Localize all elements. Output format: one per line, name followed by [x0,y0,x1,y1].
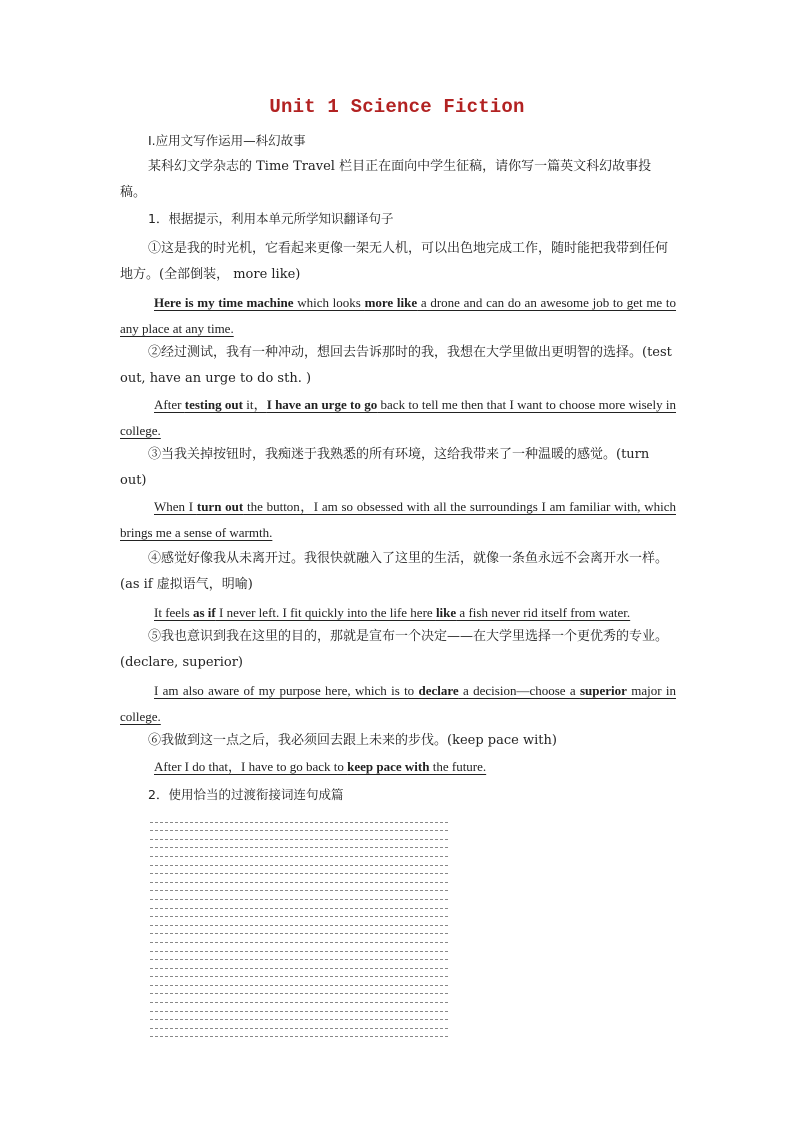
answer-segment: I never left. I fit quickly into the life here [215,605,436,620]
writing-line[interactable] [150,986,448,995]
answer-text [120,295,676,336]
writing-line[interactable] [150,848,448,857]
writing-line[interactable] [150,1003,448,1012]
writing-line[interactable] [150,831,448,840]
item-4-answer [120,600,676,626]
answer-keyword: as if [192,605,216,620]
answer-segment: back to tell me then that I want to choose more wisely in college. [120,397,677,438]
writing-line[interactable] [150,934,448,943]
answer-keyword: keep pace with [347,759,430,774]
answer-segment: major in college. [120,683,677,724]
item-6-answer [120,754,676,780]
writing-line[interactable] [150,1029,448,1038]
answer-keyword: turn out [196,499,244,514]
part2-heading [120,782,676,809]
answer-segment: a decision—choose a [458,683,580,698]
writing-line[interactable] [150,917,448,926]
writing-line[interactable] [150,823,448,832]
part2-heading-text: 2．使用恰当的过渡衔接词连句成篇 [148,787,344,802]
writing-line[interactable] [150,909,448,918]
answer-text [120,499,676,540]
item-2-answer [120,392,676,444]
item-1-prompt: ①这是我的时光机，它看起来更像一架无人机，可以出色地完成工作，随时能把我带到任何地方。(全部倒装， more like) [120,241,669,282]
item-5-answer [120,678,676,730]
answer-text [154,605,630,620]
answer-text [120,397,676,438]
answer-segment: I am also aware of my purpose here, which is to [154,683,419,698]
writing-line[interactable] [150,994,448,1003]
answer-text [120,683,676,724]
answer-segment: the future. [429,759,487,774]
answer-segment: a fish never rid itself from water. [456,605,631,620]
writing-line[interactable] [150,952,448,961]
writing-line[interactable] [150,969,448,978]
writing-line[interactable] [150,1012,448,1021]
answer-segment: it， [242,397,267,412]
writing-line[interactable] [150,943,448,952]
answer-segment: the button，I am so obsessed with all the surroundings I am familiar with, which brings me a sense of warmth. [120,499,676,540]
answer-keyword: testing out [184,397,243,412]
answer-keyword: superior [579,683,627,698]
part1-heading-text: 1．根据提示，利用本单元所学知识翻译句子 [148,211,394,226]
answer-keyword: declare [418,683,459,698]
writing-line[interactable] [150,840,448,849]
writing-line[interactable] [150,891,448,900]
writing-line[interactable] [150,814,448,823]
answer-text [154,759,486,774]
writing-line[interactable] [150,874,448,883]
answer-keyword: I have an urge to go [266,397,378,412]
answer-keyword: Here is my time machine [154,295,294,310]
answer-segment: It feels [154,605,193,620]
item-5-prompt: ⑤我也意识到我在这里的目的，那就是宣布一个决定——在大学里选择一个更优秀的专业。(declare, superior) [120,629,669,670]
answer-segment: a drone and can do an awesome job to get me to any place at any time. [120,295,677,336]
writing-line[interactable] [150,960,448,969]
writing-line[interactable] [150,900,448,909]
writing-line[interactable] [150,883,448,892]
writing-line[interactable] [150,1020,448,1029]
page-title: Unit 1 Science Fiction [269,96,525,118]
section-heading [120,128,676,155]
task-prompt: 某科幻文学杂志的 Time Travel 栏目正在面向中学生征稿，请你写一篇英文科幻故事投稿。 [120,159,652,200]
answer-keyword: more like [364,295,418,310]
writing-line[interactable] [150,926,448,935]
item-3-answer [120,494,676,546]
item-2-prompt: ②经过测试，我有一种冲动，想回去告诉那时的我，我想在大学里做出更明智的选择。(test out, have an urge to do sth. ) [120,345,672,386]
writing-line[interactable] [150,977,448,986]
writing-line[interactable] [150,866,448,875]
section-heading-text: Ⅰ.应用文写作运用—科幻故事 [148,133,306,148]
writing-line[interactable] [150,857,448,866]
part1-heading [120,206,676,233]
item-1-answer [120,290,676,342]
answer-segment: which looks [293,295,365,310]
answer-segment: After I do that，I have to go back to [154,759,348,774]
answer-segment: When I [154,499,197,514]
writing-lines[interactable] [150,814,448,1010]
answer-segment: After [154,397,185,412]
item-3-prompt: ③当我关掉按钮时，我痴迷于我熟悉的所有环境，这给我带来了一种温暖的感觉。(turn out) [120,447,650,488]
answer-keyword: like [435,605,457,620]
item-4-prompt: ④感觉好像我从未离开过。我很快就融入了这里的生活，就像一条鱼永远不会离开水一样。(as if 虚拟语气，明喻) [120,551,669,592]
item-6-prompt: ⑥我做到这一点之后，我必须回去跟上未来的步伐。(keep pace with) [148,733,557,748]
